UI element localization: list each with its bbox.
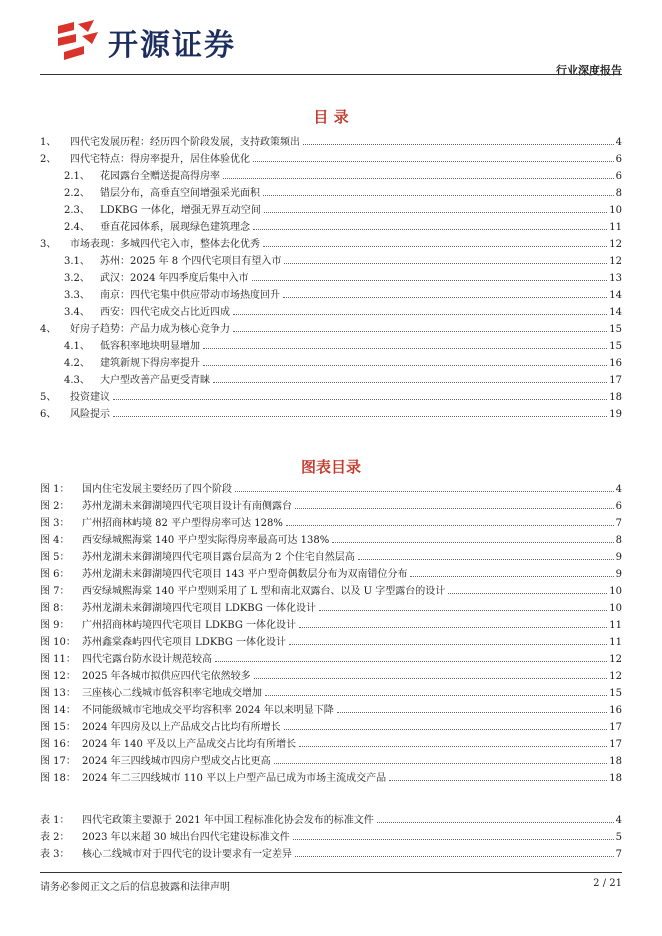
toc-entry[interactable] <box>40 515 622 532</box>
entry-number: 图 15： <box>40 722 76 733</box>
toc-entry[interactable] <box>40 151 622 168</box>
entry-page-number: 14 <box>609 307 622 318</box>
brand-name: 开源证券 <box>108 28 236 63</box>
entry-number: 3、 <box>40 239 57 250</box>
entry-page-number: 19 <box>609 409 622 420</box>
entry-title: 三座核心二线城市低容积率宅地成交增加 <box>82 688 262 699</box>
entry-number: 图 14： <box>40 705 76 716</box>
entry-number: 2.1、 <box>64 171 90 182</box>
entry-page-number: 12 <box>609 256 622 267</box>
entry-page-number: 6 <box>615 154 622 165</box>
entry-page-number: 12 <box>609 671 622 682</box>
entry-page-number: 9 <box>615 569 622 580</box>
toc-entry[interactable] <box>40 583 622 600</box>
dot-leader <box>215 661 607 662</box>
figures-title: 图表目录 <box>300 458 361 476</box>
entry-number: 图 8： <box>40 603 70 614</box>
toc-entry[interactable] <box>40 253 622 270</box>
toc-entry[interactable] <box>40 498 622 515</box>
brand-logo <box>54 18 236 66</box>
toc-entry[interactable] <box>40 304 622 321</box>
entry-number: 图 12： <box>40 671 76 682</box>
entry-number: 5、 <box>40 392 57 403</box>
dot-leader <box>299 746 607 747</box>
toc-entry[interactable] <box>40 372 622 389</box>
dot-leader <box>337 712 607 713</box>
dot-leader <box>284 729 608 730</box>
entry-title: 苏州鑫棠森屿四代宅项目 LDKBG 一体化设计 <box>82 637 287 648</box>
dot-leader <box>358 559 614 560</box>
entry-number: 图 13： <box>40 688 76 699</box>
entry-number: 表 1： <box>40 815 70 826</box>
entry-title: 广州招商林屿境四代宅项目 LDKBG 一体化设计 <box>82 620 297 631</box>
toc-entry[interactable] <box>40 846 622 863</box>
entry-title: 不同能级城市宅地成交平均容积率 2024 年以来明显下降 <box>82 705 334 716</box>
entry-number: 图 10： <box>40 637 76 648</box>
entry-page-number: 15 <box>609 688 622 699</box>
entry-number: 4、 <box>40 324 57 335</box>
toc-entry[interactable] <box>40 668 622 685</box>
figures-list <box>40 481 622 787</box>
dot-leader <box>283 297 607 298</box>
toc-entry[interactable] <box>40 202 622 219</box>
entry-title: 2024 年三四线城市四房户型成交占比更高 <box>82 756 271 767</box>
entry-title: 2025 年各城市拟供应四代宅依然较多 <box>82 671 251 682</box>
entry-number: 2.4、 <box>64 222 90 233</box>
entry-page-number: 6 <box>615 171 622 182</box>
entry-page-number: 4 <box>615 137 622 148</box>
dot-leader <box>265 695 607 696</box>
entry-title: 投资建议 <box>70 392 110 403</box>
entry-page-number: 14 <box>609 290 622 301</box>
logo-icon <box>54 18 102 66</box>
toc-entry[interactable] <box>40 812 622 829</box>
dot-leader <box>299 627 607 628</box>
dot-leader <box>284 263 607 264</box>
toc-entry[interactable] <box>40 134 622 151</box>
dot-leader <box>253 161 614 162</box>
toc-entry[interactable] <box>40 736 622 753</box>
entry-title: 西安绿城熙海棠 140 平户型实际得房率最高可达 138% <box>82 535 330 546</box>
dot-leader <box>274 763 608 764</box>
dot-leader <box>233 331 607 332</box>
toc-entry[interactable] <box>40 236 622 253</box>
entry-page-number: 7 <box>615 518 622 529</box>
dot-leader <box>254 678 608 679</box>
entry-page-number: 10 <box>609 586 622 597</box>
entry-number: 3.3、 <box>64 290 90 301</box>
entry-number: 4.3、 <box>64 375 90 386</box>
page-header <box>40 10 622 77</box>
dot-leader <box>113 399 607 400</box>
entry-number: 图 11： <box>40 654 76 665</box>
entry-page-number: 8 <box>615 188 622 199</box>
dot-leader <box>233 314 607 315</box>
dot-leader <box>295 508 614 509</box>
entry-page-number: 18 <box>609 756 622 767</box>
toc-entry[interactable] <box>40 355 622 372</box>
entry-title: 南京：四代宅集中供应带动市场热度回升 <box>100 290 280 301</box>
entry-title: LDKBG 一体化，增强无界互动空间 <box>100 205 261 216</box>
toc-entry[interactable] <box>40 549 622 566</box>
footer-divider <box>40 872 622 873</box>
entry-number: 图 9： <box>40 620 70 631</box>
dot-leader <box>235 491 614 492</box>
toc-entry[interactable] <box>40 406 622 423</box>
toc-entry[interactable] <box>40 389 622 406</box>
entry-page-number: 7 <box>615 849 622 860</box>
toc-entry[interactable] <box>40 270 622 287</box>
entry-number: 2.2、 <box>64 188 90 199</box>
entry-page-number: 12 <box>609 654 622 665</box>
entry-page-number: 16 <box>609 705 622 716</box>
entry-title: 建筑新规下得房率提升 <box>100 358 200 369</box>
toc-list <box>40 134 622 423</box>
entry-title: 国内住宅发展主要经历了四个阶段 <box>82 484 232 495</box>
entry-page-number: 18 <box>609 773 622 784</box>
entry-page-number: 11 <box>609 637 622 648</box>
entry-number: 图 7： <box>40 586 70 597</box>
toc-entry[interactable] <box>40 753 622 770</box>
dot-leader <box>332 542 613 543</box>
toc-entry[interactable] <box>40 719 622 736</box>
toc-entry[interactable] <box>40 287 622 304</box>
toc-entry[interactable] <box>40 702 622 719</box>
entry-number: 6、 <box>40 409 57 420</box>
toc-title: 目 录 <box>313 108 349 126</box>
entry-number: 图 2： <box>40 501 70 512</box>
entry-page-number: 8 <box>615 535 622 546</box>
entry-page-number: 5 <box>615 832 622 843</box>
entry-number: 4.1、 <box>64 341 90 352</box>
dot-leader <box>410 576 613 577</box>
toc-entry[interactable] <box>40 532 622 549</box>
entry-title: 苏州：2025 年 8 个四代宅项目有望入市 <box>100 256 282 267</box>
toc-entry[interactable] <box>40 185 622 202</box>
dot-leader <box>295 856 614 857</box>
entry-title: 好房子趋势：产品力成为核心竞争力 <box>70 324 230 335</box>
dot-leader <box>448 593 607 594</box>
entry-number: 图 4： <box>40 535 70 546</box>
entry-number: 4.2、 <box>64 358 90 369</box>
dot-leader <box>286 525 614 526</box>
entry-title: 武汉：2024 年四季度后集中入市 <box>100 273 249 284</box>
dot-leader <box>263 246 607 247</box>
dot-leader <box>303 144 614 145</box>
dot-leader <box>264 212 607 213</box>
entry-page-number: 10 <box>609 205 622 216</box>
dot-leader <box>113 416 607 417</box>
entry-number: 3.2、 <box>64 273 90 284</box>
entry-title: 2023 年以来超 30 城出台四代宅建设标准文件 <box>82 832 290 843</box>
entry-page-number: 12 <box>609 239 622 250</box>
entry-page-number: 17 <box>609 722 622 733</box>
toc-entry[interactable] <box>40 566 622 583</box>
toc-entry[interactable] <box>40 168 622 185</box>
disclaimer-text: 请务必参阅正文之后的信息披露和法律声明 <box>40 882 230 893</box>
dot-leader <box>253 229 607 230</box>
entry-title: 西安：四代宅成交占比近四成 <box>100 307 230 318</box>
entry-number: 2.3、 <box>64 205 90 216</box>
report-type-label: 行业深度报告 <box>556 64 622 77</box>
entry-page-number: 17 <box>609 375 622 386</box>
toc-entry[interactable] <box>40 617 622 634</box>
dot-leader <box>213 382 607 383</box>
entry-title: 垂直花园体系，展现绿色建筑理念 <box>100 222 250 233</box>
toc-entry[interactable] <box>40 219 622 236</box>
entry-title: 四代宅政策主要源于 2021 年中国工程标准化协会发布的标准文件 <box>82 815 374 826</box>
toc-entry[interactable] <box>40 651 622 668</box>
entry-page-number: 18 <box>609 392 622 403</box>
entry-title: 花园露台全赠送提高得房率 <box>100 171 220 182</box>
entry-title: 苏州龙湖未来御湖境四代宅项目设计有南侧露台 <box>82 501 292 512</box>
entry-title: 错层分布，高垂直空间增强采光面积 <box>100 188 260 199</box>
entry-page-number: 11 <box>609 222 622 233</box>
entry-number: 图 16： <box>40 739 76 750</box>
entry-page-number: 11 <box>609 620 622 631</box>
entry-page-number: 10 <box>609 603 622 614</box>
entry-title: 2024 年四房及以上产品成交占比均有所增长 <box>82 722 281 733</box>
toc-entry[interactable] <box>40 685 622 702</box>
entry-title: 西安绿城熙海棠 140 平户型则采用了 L 型和南北双露台、以及 U 字型露台的设计 <box>82 586 446 597</box>
dot-leader <box>293 839 614 840</box>
toc-entry[interactable] <box>40 770 622 787</box>
toc-entry[interactable] <box>40 600 622 617</box>
entry-number: 3.1、 <box>64 256 90 267</box>
entry-number: 2、 <box>40 154 57 165</box>
entry-title: 四代宅发展历程：经历四个阶段发展，支持政策频出 <box>70 137 300 148</box>
entry-page-number: 6 <box>615 501 622 512</box>
page-footer <box>40 878 622 893</box>
entry-title: 风险提示 <box>70 409 110 420</box>
dot-leader <box>252 280 608 281</box>
entry-title: 苏州龙湖未来御湖境四代宅项目露台层高为 2 个住宅自然层高 <box>82 552 355 563</box>
entry-title: 市场表现：多城四代宅入市，整体去化优秀 <box>70 239 260 250</box>
entry-number: 表 2： <box>40 832 70 843</box>
entry-number: 图 5： <box>40 552 70 563</box>
page-number: 2 / 21 <box>593 878 622 889</box>
entry-title: 苏州龙湖未来御湖境四代宅项目 143 平户型奇偶数层分布为双南错位分布 <box>82 569 408 580</box>
entry-page-number: 16 <box>609 358 622 369</box>
entry-number: 图 6： <box>40 569 70 580</box>
toc-entry[interactable] <box>40 829 622 846</box>
entry-title: 四代宅特点：得房率提升，居住体验优化 <box>70 154 250 165</box>
toc-entry[interactable] <box>40 338 622 355</box>
entry-page-number: 9 <box>615 552 622 563</box>
entry-page-number: 4 <box>615 484 622 495</box>
tables-list <box>40 812 622 863</box>
entry-title: 核心二线城市对于四代宅的设计要求有一定差异 <box>82 849 292 860</box>
dot-leader <box>203 348 607 349</box>
dot-leader <box>319 610 607 611</box>
entry-number: 图 1： <box>40 484 70 495</box>
entry-number: 图 17： <box>40 756 76 767</box>
header-divider <box>40 74 622 75</box>
entry-page-number: 13 <box>609 273 622 284</box>
entry-title: 苏州龙湖未来御湖境四代宅项目 LDKBG 一体化设计 <box>82 603 317 614</box>
entry-number: 表 3： <box>40 849 70 860</box>
toc-entry[interactable] <box>40 634 622 651</box>
entry-title: 2024 年 140 平及以上产品成交占比均有所增长 <box>82 739 297 750</box>
dot-leader <box>389 780 607 781</box>
entry-number: 3.4、 <box>64 307 90 318</box>
toc-entry[interactable] <box>40 321 622 338</box>
entry-page-number: 17 <box>609 739 622 750</box>
dot-leader <box>203 365 607 366</box>
entry-title: 四代宅露台防水设计规范较高 <box>82 654 212 665</box>
entry-page-number: 4 <box>615 815 622 826</box>
toc-entry[interactable] <box>40 481 622 498</box>
dot-leader <box>263 195 614 196</box>
entry-number: 1、 <box>40 137 57 148</box>
dot-leader <box>289 644 607 645</box>
entry-title: 广州招商林屿境 82 平户型得房率可达 128% <box>82 518 283 529</box>
entry-title: 2024 年二三四线城市 110 平以上户型产品已成为市场主流成交产品 <box>82 773 387 784</box>
entry-page-number: 15 <box>609 341 622 352</box>
entry-number: 图 18： <box>40 773 76 784</box>
entry-page-number: 15 <box>609 324 622 335</box>
entry-title: 低容积率地块明显增加 <box>100 341 200 352</box>
entry-title: 大户型改善产品更受青睐 <box>100 375 210 386</box>
dot-leader <box>377 822 614 823</box>
dot-leader <box>223 178 614 179</box>
entry-number: 图 3： <box>40 518 70 529</box>
